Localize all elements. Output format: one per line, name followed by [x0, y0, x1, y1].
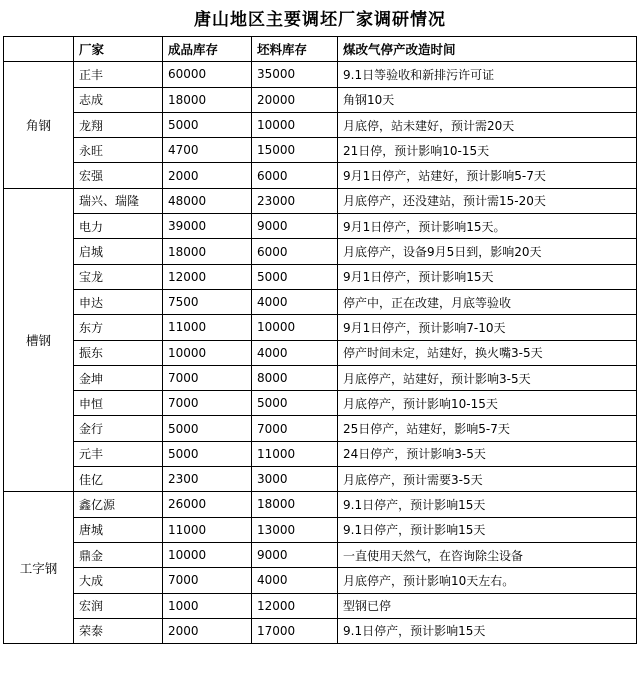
table-title: 唐山地区主要调坯厂家调研情况: [194, 10, 446, 30]
table-row: [4, 492, 637, 517]
cell-finished-stock: 12000: [163, 264, 252, 289]
cell-billet-stock: 13000: [252, 517, 338, 542]
cell-manufacturer: 东方: [74, 315, 163, 340]
cell-finished-stock: 5000: [163, 112, 252, 137]
cell-finished-stock: 11000: [163, 315, 252, 340]
cell-billet-stock: 4000: [252, 289, 338, 314]
cell-manufacturer: 宏强: [74, 163, 163, 188]
cell-billet-stock: 4000: [252, 340, 338, 365]
cell-billet-stock: 12000: [252, 593, 338, 618]
cell-manufacturer: 佳亿: [74, 467, 163, 492]
table-row: [4, 340, 637, 365]
cell-billet-stock: 9000: [252, 542, 338, 567]
table-row: [4, 188, 637, 213]
table-row: [4, 391, 637, 416]
cell-manufacturer: 大成: [74, 568, 163, 593]
header-category: [4, 37, 74, 62]
cell-manufacturer: 宝龙: [74, 264, 163, 289]
header-finished-stock: 成品库存: [163, 37, 252, 62]
cell-billet-stock: 7000: [252, 416, 338, 441]
cell-shutdown-time: 停产时间未定，站建好，换火嘴3-5天: [338, 340, 637, 365]
table-row: [4, 618, 637, 643]
cell-billet-stock: 6000: [252, 239, 338, 264]
cell-finished-stock: 7000: [163, 365, 252, 390]
category-cell: 槽钢: [4, 188, 74, 492]
cell-shutdown-time: 9.1日等验收和新排污许可证: [338, 62, 637, 87]
cell-billet-stock: 9000: [252, 214, 338, 239]
cell-shutdown-time: 月底停产，预计需要3-5天: [338, 467, 637, 492]
cell-shutdown-time: 月底停产，站建好，预计影响3-5天: [338, 365, 637, 390]
cell-billet-stock: 5000: [252, 264, 338, 289]
category-cell: 工字钢: [4, 492, 74, 644]
cell-manufacturer: 荣泰: [74, 618, 163, 643]
cell-manufacturer: 瑞兴、瑞隆: [74, 188, 163, 213]
cell-shutdown-time: 9月1日停产，预计影响7-10天: [338, 315, 637, 340]
cell-manufacturer: 金行: [74, 416, 163, 441]
cell-finished-stock: 26000: [163, 492, 252, 517]
cell-billet-stock: 20000: [252, 87, 338, 112]
cell-shutdown-time: 24日停产，预计影响3-5天: [338, 441, 637, 466]
cell-shutdown-time: 21日停，预计影响10-15天: [338, 138, 637, 163]
cell-shutdown-time: 9月1日停产，预计影响15天: [338, 264, 637, 289]
cell-finished-stock: 5000: [163, 416, 252, 441]
header-shutdown-time: 煤改气停产改造时间: [338, 37, 637, 62]
cell-manufacturer: 鑫亿源: [74, 492, 163, 517]
cell-shutdown-time: 月底停产，预计影响10-15天: [338, 391, 637, 416]
table-row: [4, 315, 637, 340]
table-row: [4, 62, 637, 87]
cell-manufacturer: 龙翔: [74, 112, 163, 137]
cell-finished-stock: 2000: [163, 618, 252, 643]
cell-finished-stock: 2000: [163, 163, 252, 188]
survey-table: [3, 36, 637, 644]
cell-manufacturer: 振东: [74, 340, 163, 365]
cell-manufacturer: 正丰: [74, 62, 163, 87]
header-billet-stock: 坯料库存: [252, 37, 338, 62]
cell-finished-stock: 11000: [163, 517, 252, 542]
cell-shutdown-time: 9.1日停产，预计影响15天: [338, 492, 637, 517]
cell-shutdown-time: 月底停，站未建好，预计需20天: [338, 112, 637, 137]
header-row: [4, 37, 637, 62]
cell-manufacturer: 申达: [74, 289, 163, 314]
table-row: [4, 87, 637, 112]
cell-manufacturer: 金坤: [74, 365, 163, 390]
cell-manufacturer: 申恒: [74, 391, 163, 416]
table-body: [4, 37, 637, 644]
cell-shutdown-time: 9.1日停产，预计影响15天: [338, 517, 637, 542]
table-row: [4, 467, 637, 492]
cell-shutdown-time: 停产中，正在改建，月底等验收: [338, 289, 637, 314]
table-row: [4, 138, 637, 163]
cell-manufacturer: 唐城: [74, 517, 163, 542]
cell-shutdown-time: 月底停产，还没建站，预计需15-20天: [338, 188, 637, 213]
header-manufacturer: 厂家: [74, 37, 163, 62]
cell-shutdown-time: 型钢已停: [338, 593, 637, 618]
table-row: [4, 416, 637, 441]
cell-billet-stock: 6000: [252, 163, 338, 188]
cell-shutdown-time: 9月1日停产，站建好，预计影响5-7天: [338, 163, 637, 188]
category-cell: 角钢: [4, 62, 74, 188]
cell-manufacturer: 电力: [74, 214, 163, 239]
cell-finished-stock: 1000: [163, 593, 252, 618]
cell-shutdown-time: 月底停产，预计影响10天左右。: [338, 568, 637, 593]
table-row: [4, 264, 637, 289]
cell-billet-stock: 3000: [252, 467, 338, 492]
cell-billet-stock: 11000: [252, 441, 338, 466]
cell-finished-stock: 18000: [163, 87, 252, 112]
cell-shutdown-time: 9.1日停产，预计影响15天: [338, 618, 637, 643]
cell-billet-stock: 10000: [252, 315, 338, 340]
table-row: [4, 593, 637, 618]
cell-manufacturer: 元丰: [74, 441, 163, 466]
table-row: [4, 365, 637, 390]
cell-finished-stock: 7000: [163, 391, 252, 416]
cell-finished-stock: 60000: [163, 62, 252, 87]
cell-finished-stock: 39000: [163, 214, 252, 239]
cell-billet-stock: 23000: [252, 188, 338, 213]
cell-shutdown-time: 一直使用天然气，在咨询除尘设备: [338, 542, 637, 567]
table-row: [4, 542, 637, 567]
cell-billet-stock: 4000: [252, 568, 338, 593]
table-row: [4, 289, 637, 314]
cell-manufacturer: 永旺: [74, 138, 163, 163]
table-row: [4, 112, 637, 137]
table-row: [4, 568, 637, 593]
cell-shutdown-time: 月底停产，设备9月5日到，影响20天: [338, 239, 637, 264]
cell-billet-stock: 10000: [252, 112, 338, 137]
table-row: [4, 239, 637, 264]
table-row: [4, 517, 637, 542]
cell-billet-stock: 8000: [252, 365, 338, 390]
cell-manufacturer: 宏润: [74, 593, 163, 618]
table-row: [4, 441, 637, 466]
cell-finished-stock: 7000: [163, 568, 252, 593]
cell-billet-stock: 35000: [252, 62, 338, 87]
cell-finished-stock: 18000: [163, 239, 252, 264]
cell-billet-stock: 15000: [252, 138, 338, 163]
cell-manufacturer: 鼎金: [74, 542, 163, 567]
cell-billet-stock: 18000: [252, 492, 338, 517]
cell-finished-stock: 5000: [163, 441, 252, 466]
table-row: [4, 214, 637, 239]
cell-finished-stock: 2300: [163, 467, 252, 492]
cell-shutdown-time: 9月1日停产，预计影响15天。: [338, 214, 637, 239]
cell-billet-stock: 5000: [252, 391, 338, 416]
cell-finished-stock: 10000: [163, 340, 252, 365]
cell-manufacturer: 启城: [74, 239, 163, 264]
cell-finished-stock: 10000: [163, 542, 252, 567]
cell-manufacturer: 志成: [74, 87, 163, 112]
cell-billet-stock: 17000: [252, 618, 338, 643]
cell-shutdown-time: 25日停产，站建好，影响5-7天: [338, 416, 637, 441]
cell-shutdown-time: 角钢10天: [338, 87, 637, 112]
table-row: [4, 163, 637, 188]
cell-finished-stock: 4700: [163, 138, 252, 163]
cell-finished-stock: 7500: [163, 289, 252, 314]
cell-finished-stock: 48000: [163, 188, 252, 213]
